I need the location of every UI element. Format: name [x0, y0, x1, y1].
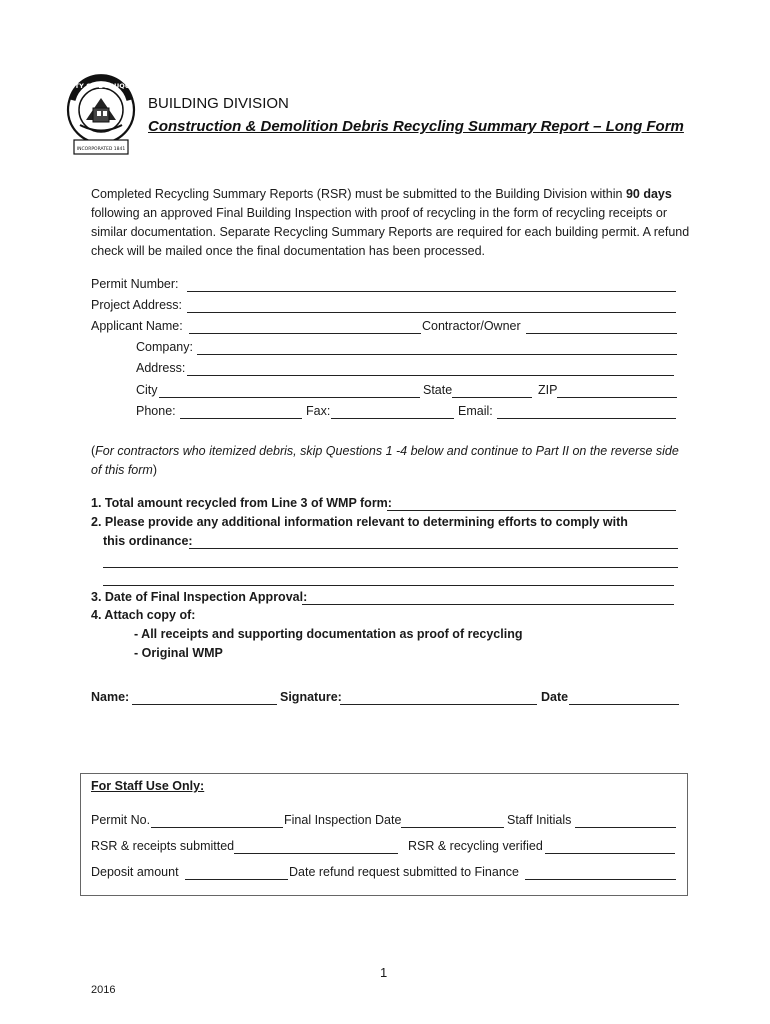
zip-label: ZIP: [538, 383, 558, 397]
staff-initials-field[interactable]: [575, 827, 676, 828]
contractor-note: (For contractors who itemized debris, skip Questions 1 -4 below and continue to Part II on the reverse side of this form): [91, 444, 679, 477]
applicant-name-label: Applicant Name:: [91, 319, 183, 333]
date-refund-field[interactable]: [525, 879, 676, 880]
rsr-receipts-field[interactable]: [234, 853, 398, 854]
question-3: 3. Date of Final Inspection Approval:: [91, 590, 308, 604]
zip-field[interactable]: [557, 397, 677, 398]
attach-receipts-item: - All receipts and supporting documentation as proof of recycling: [134, 627, 523, 641]
deadline-emphasis: 90 days: [625, 187, 672, 201]
project-address-field[interactable]: [187, 312, 676, 313]
address-field[interactable]: [187, 375, 674, 376]
svg-text:INCORPORATED 1841: INCORPORATED 1841: [76, 147, 126, 152]
page-number: 1: [380, 965, 388, 980]
final-inspection-date-field[interactable]: [302, 604, 674, 605]
question-1: 1. Total amount recycled from Line 3 of WMP form:: [91, 496, 392, 510]
name-label: Name:: [91, 690, 130, 704]
total-recycled-field[interactable]: [387, 510, 676, 511]
rsr-recycling-field[interactable]: [545, 853, 675, 854]
rsr-recycling-label: RSR & recycling verified: [408, 839, 543, 853]
date-refund-label: Date refund request submitted to Finance: [289, 865, 519, 879]
staff-permit-no-label: Permit No.: [91, 813, 151, 827]
deposit-amount-label: Deposit amount: [91, 865, 179, 879]
company-field[interactable]: [197, 354, 677, 355]
division-heading: BUILDING DIVISION: [148, 95, 289, 112]
email-field[interactable]: [497, 418, 676, 419]
intro-paragraph: Completed Recycling Summary Reports (RSR) must be submitted to the Building Division within 90 days following an approved Final Building Inspection with proof of recycling in the form of recycling receipts or similar documentation. Separate Recycling Summary Reports are required for each building permit. A refund check will be mailed once the final documentation has been processed.: [91, 187, 690, 258]
date-label: Date: [541, 690, 569, 704]
address-label: Address:: [136, 361, 186, 375]
question-2: 2. Please provide any additional information relevant to determining efforts to comply with: [91, 515, 628, 529]
question-4: 4. Attach copy of:: [91, 608, 196, 622]
applicant-name-field[interactable]: [189, 333, 421, 334]
staff-initials-label: Staff Initials: [507, 813, 572, 827]
email-label: Email:: [458, 404, 493, 418]
project-address-label: Project Address:: [91, 298, 183, 312]
date-field[interactable]: [569, 704, 679, 705]
form-title: Construction & Demolition Debris Recycling Summary Report – Long Form: [148, 118, 684, 135]
phone-label: Phone:: [136, 404, 176, 418]
staff-final-inspection-label: Final Inspection Date: [284, 813, 402, 827]
permit-number-field[interactable]: [187, 291, 676, 292]
ordinance-info-field-2[interactable]: [103, 567, 678, 568]
state-field[interactable]: [452, 397, 532, 398]
city-label: City: [136, 383, 158, 397]
deposit-amount-field[interactable]: [185, 879, 288, 880]
contractor-owner-field[interactable]: [526, 333, 677, 334]
rsr-receipts-label: RSR & receipts submitted: [91, 839, 235, 853]
city-field[interactable]: [159, 397, 420, 398]
ordinance-info-field-3[interactable]: [103, 585, 674, 586]
staff-final-inspection-field[interactable]: [401, 827, 504, 828]
staff-use-heading: For Staff Use Only:: [91, 779, 205, 793]
permit-number-label: Permit Number:: [91, 277, 179, 291]
question-2-continued: this ordinance:: [103, 534, 193, 548]
phone-field[interactable]: [180, 418, 302, 419]
state-label: State: [423, 383, 453, 397]
signature-label: Signature:: [280, 690, 342, 704]
staff-permit-no-field[interactable]: [151, 827, 283, 828]
fax-field[interactable]: [331, 418, 454, 419]
svg-text:CITY OF DUBUQUE: CITY OF DUBUQUE: [67, 82, 135, 90]
company-label: Company:: [136, 340, 193, 354]
form-year: 2016: [91, 984, 116, 996]
city-seal-logo: [66, 70, 136, 162]
ordinance-info-field-1[interactable]: [189, 548, 678, 549]
signature-field[interactable]: [340, 704, 537, 705]
contractor-owner-label: Contractor/Owner: [422, 319, 521, 333]
fax-label: Fax:: [306, 404, 331, 418]
attach-wmp-item: - Original WMP: [134, 646, 223, 660]
name-field[interactable]: [132, 704, 277, 705]
